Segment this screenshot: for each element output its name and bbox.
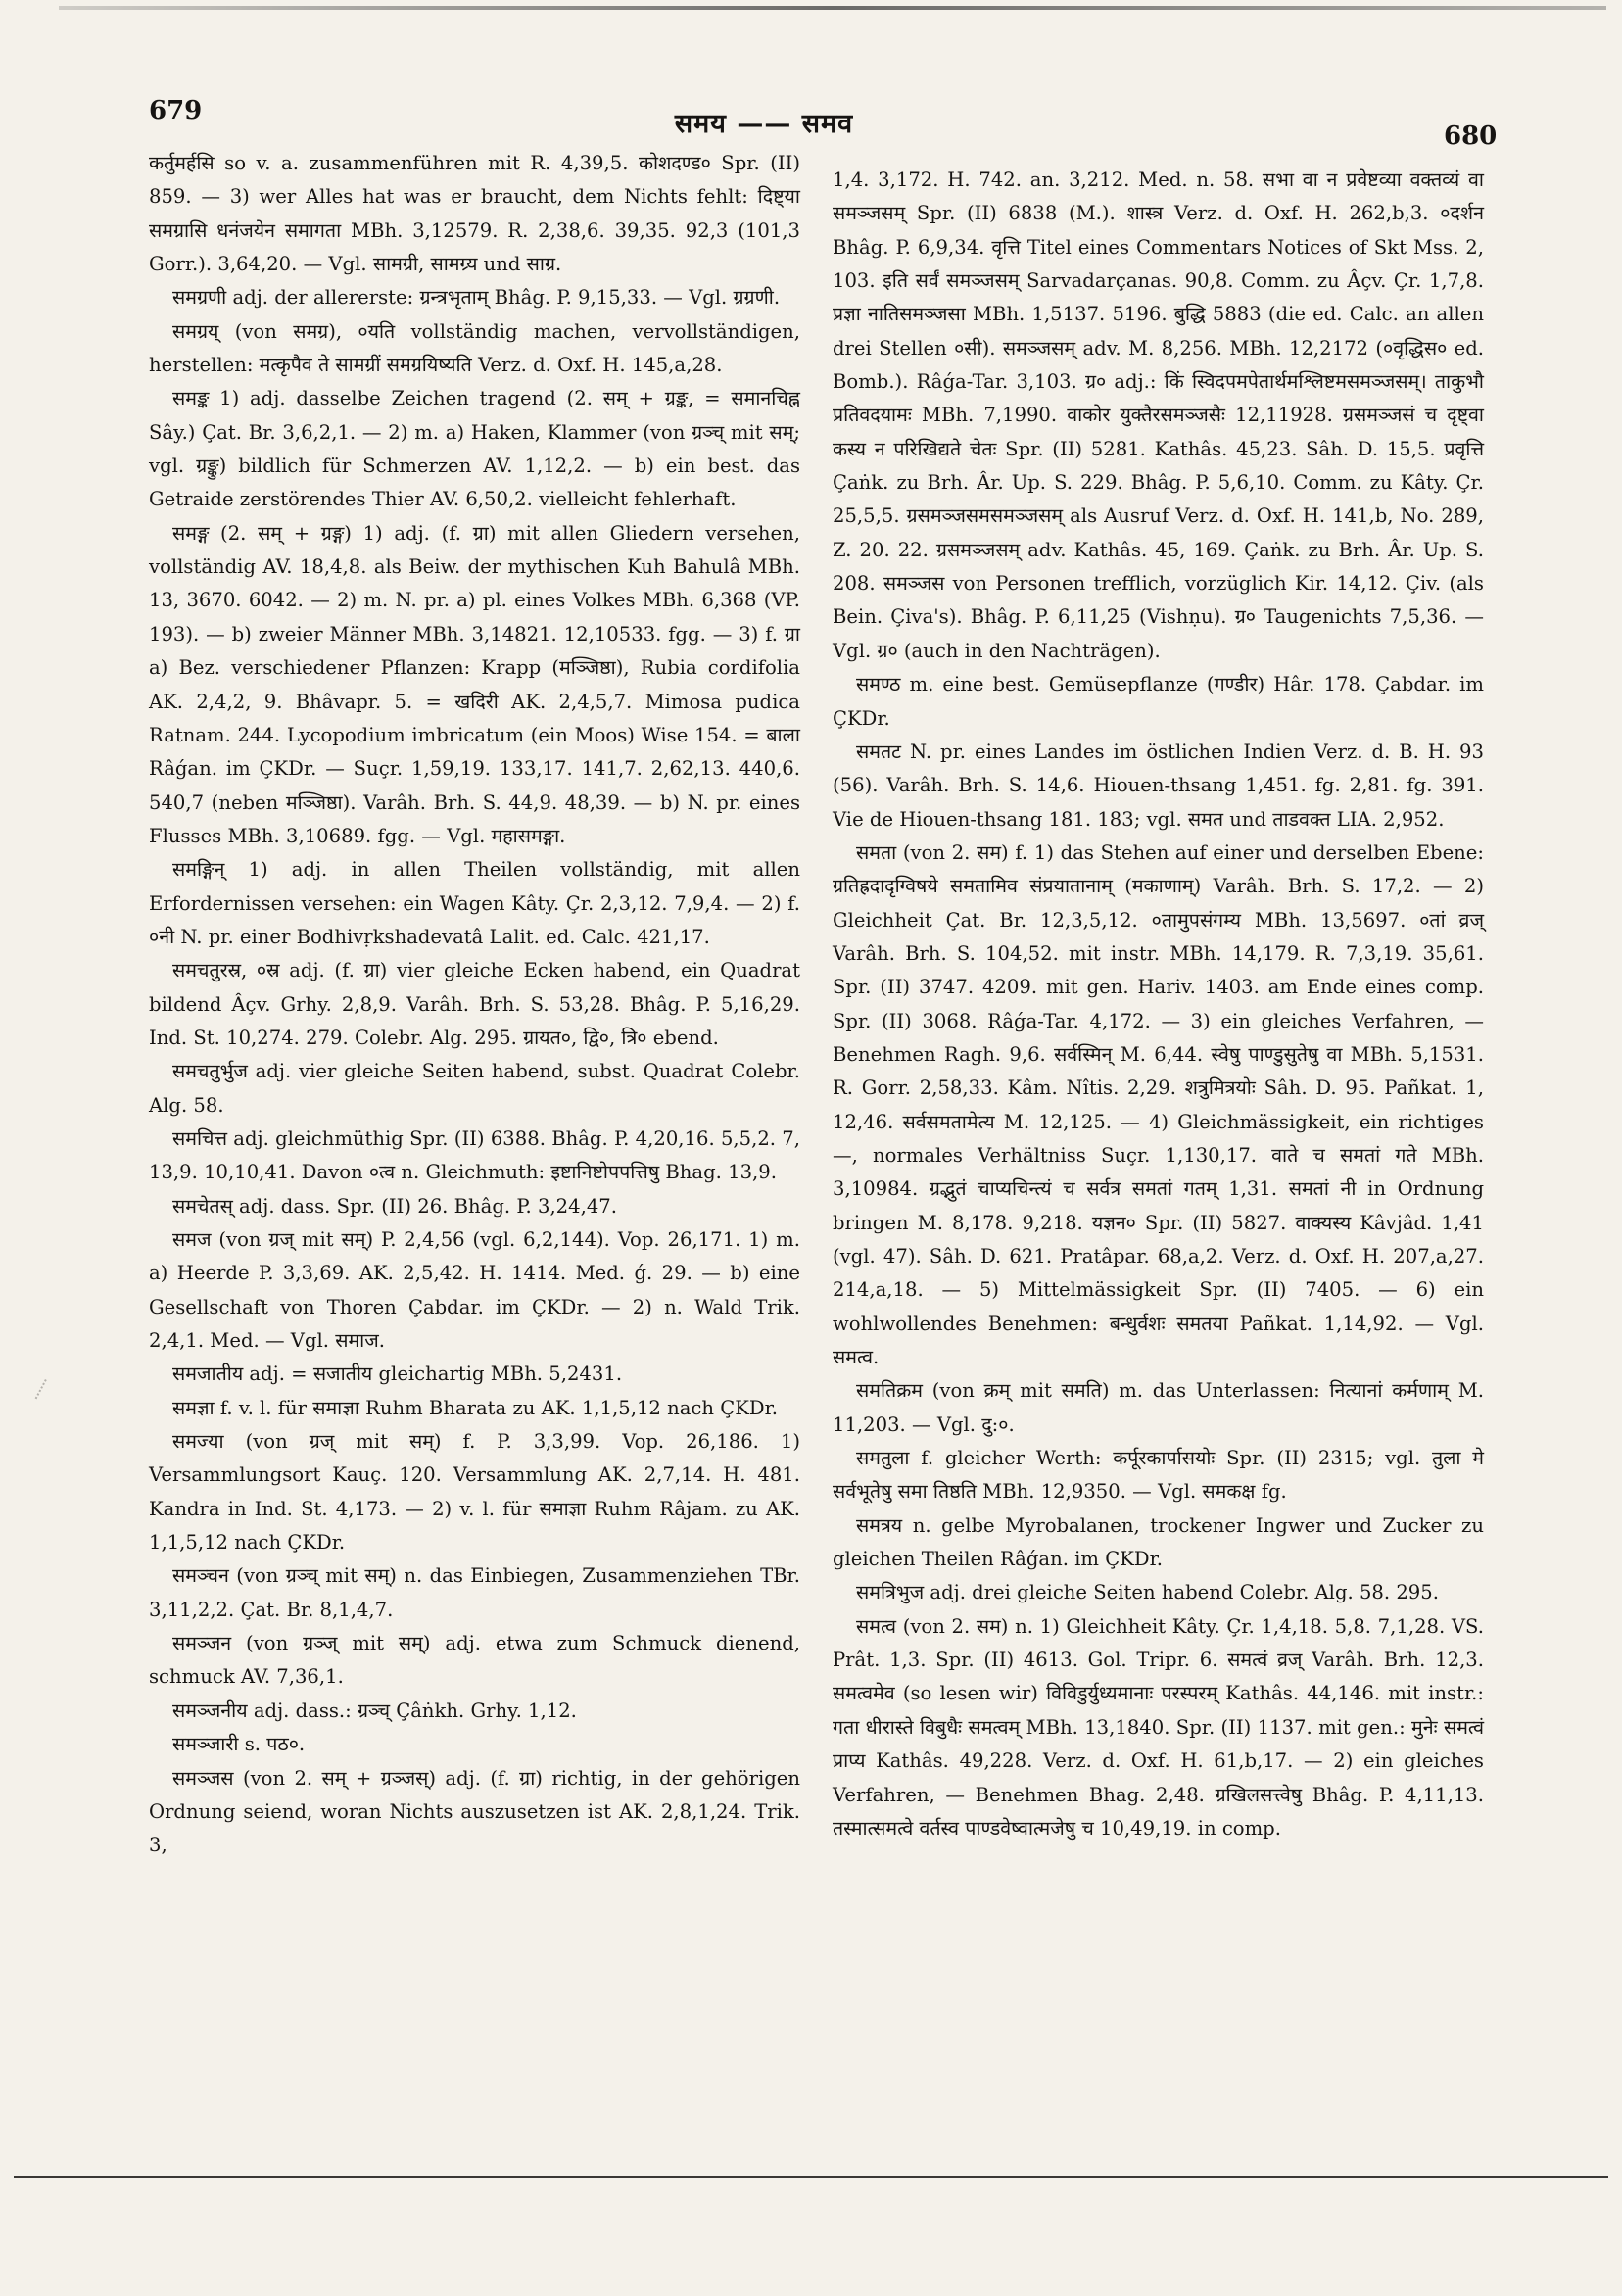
entry-paragraph: समण्ठ m. eine best. Gemüsepflanze (गण्डीर) Hâr. 178. Çabdar. im ÇKDr. bbox=[833, 673, 1484, 730]
entry-paragraph: समता (von 2. सम) f. 1) das Stehen auf einer und derselben Ebene: ग्रतिह्रदादृग्विषये समतामिव संप्रयातानाम् (मकाणाम्) Varâh. Brh. S. 17,2. — 2) Gleichheit Çat. Br. 12,3,5,12. ०तामुपसंगम्य MBh. 13,5697. ०तां व्रज् Varâh. Brh. S. 104,52. mit instr. MBh. 14,179. R. 7,3,19. 35,61. Spr. (II) 3747. 4209. mit gen. Hariv. 1403. am Ende eines comp. Spr. (II) 3068. Râǵa-Tar. 4,172. — 3) ein gleiches Verfahren, — Benehmen Ragh. 9,6. सर्वस्मिन् M. 6,44. स्वेषु पाण्डुसुतेषु वा MBh. 5,1531. R. Gorr. 2,58,33. Kâm. Nîtis. 2,29. शत्रुमित्रयोः Sâh. D. 95. Pañkat. 1, 12,46. सर्वसमतामेत्य M. 12,125. — 4) Gleichmässigkeit, ein richtiges —, normales Verhältniss Suçr. 1,130,17. वाते च समतां गते MBh. 3,10984. ग्रद्भुतं चाप्यचिन्त्यं च सर्वत्र समतां गतम् 1,31. समतां नी in Ordnung bringen M. 8,178. 9,218. यज्ञन० Spr. (II) 5827. वाक्यस्य Kâvjâd. 1,41 (vgl. 47). Sâh. D. 621. Pratâpar. 68,a,2. Verz. d. Oxf. H. 207,a,27. 214,a,18. — 5) Mittelmässigkeit Spr. (II) 7405. — 6) ein wohlwollendes Benehmen: बन्धुर्वशः समतया Pañkat. 1,14,92. — Vgl. समत्व. bbox=[833, 840, 1484, 1369]
entry-paragraph: समत्व (von 2. सम) n. 1) Gleichheit Kâty. Çr. 1,4,18. 5,8. 7,1,28. VS. Prât. 1,3. Spr. (II) 4613. Gol. Tripr. 6. समत्वं व्रज् Varâh. Brh. 12,3. समत्वमेव (so lesen wir) विविडुर्युध्यमानाः परस्परम् Kathâs. 44,146. mit instr.: गता धीरास्ते विबुधैः समत्वम् MBh. 13,1840. Spr. (II) 1137. mit gen.: मुनेः समत्वं प्राप्य Kathâs. 49,228. Verz. d. Oxf. H. 61,b,17. — 2) ein gleiches Verfahren, — Benehmen Bhag. 2,48. ग्रखिलसत्त्वेषु Bhâg. P. 4,11,13. तस्मात्समत्वे वर्तस्व पाण्डवेष्वात्मजेषु च 10,49,19. in comp. bbox=[833, 1614, 1484, 1840]
entry-paragraph: समङ्ग (2. सम् + ग्रङ्ग) 1) adj. (f. ग्रा) mit allen Gliedern versehen, vollständig AV. 18,4,8. als Beiw. der mythischen Kuh Bahulâ MBh. 13, 3670. 6042. — 2) m. N. pr. a) pl. eines Volkes MBh. 6,368 (VP. 193). — b) zweier Männer MBh. 3,14821. 12,10533. fgg. — 3) f. ग्रा a) Bez. verschiedener Pflanzen: Krapp (मञ्जिष्ठा), Rubia cordifolia AK. 2,4,2, 9. Bhâvapr. 5. = खदिरी AK. 2,4,5,7. Mimosa pudica Ratnam. 244. Lycopodium imbricatum (ein Moos) Wise 154. = बाला Râǵan. im ÇKDr. — Suçr. 1,59,19. 133,17. 141,7. 2,62,13. 440,6. 540,7 (neben मञ्जिष्ठा). Varâh. Brh. S. 44,9. 48,39. — b) N. pr. eines Flusses MBh. 3,10689. fgg. — Vgl. महासमङ्गा. bbox=[149, 521, 800, 847]
entry-paragraph: समज (von ग्रज् mit सम्) P. 2,4,56 (vgl. 6,2,144). Vop. 26,171. 1) m. a) Heerde P. 3,3,69. AK. 2,5,42. H. 1414. Med. ǵ. 29. — b) eine Gesellschaft von Thoren Çabdar. im ÇKDr. — 2) n. Wald Trik. 2,4,1. Med. — Vgl. समाज. bbox=[149, 1228, 800, 1353]
entry-paragraph: समग्रय् (von समग्र), ०यति vollständig machen, vervollständigen, herstellen: मत्कृपैव ते सामग्रीं समग्रयिष्यति Verz. d. Oxf. H. 145,a,28. bbox=[149, 319, 800, 377]
entry-paragraph: समत्रय n. gelbe Myrobalanen, trockener Ingwer und Zucker zu gleichen Theilen Râǵan. im ÇKDr. bbox=[833, 1513, 1484, 1571]
entry-paragraph: समञ्जारी s. पठ०. bbox=[172, 1733, 306, 1756]
entry-paragraph: समग्रणी adj. der allererste: ग्रन्त्रभृताम् Bhâg. P. 9,15,33. — Vgl. ग्रग्रणी. bbox=[172, 286, 781, 310]
entry-paragraph: समतिक्रम (von क्रम् mit समति) m. das Unterlassen: नित्यानां कर्मणाम् M. 11,203. — Vgl. दु:०. bbox=[833, 1379, 1484, 1436]
entry-paragraph: समञ्जस (von 2. सम् + ग्रञ्जस्) adj. (f. ग्रा) richtig, in der gehörigen Ordnung seiend, woran Nichts auszusetzen ist AK. 2,8,1,24. Trik. 3, bbox=[149, 1766, 800, 1857]
entry-paragraph: समञ्चन (von ग्रञ्च् mit सम्) n. das Einbiegen, Zusammenziehen TBr. 3,11,2,2. Çat. Br. 8,1,4,7. bbox=[149, 1564, 800, 1621]
entry-paragraph: समचतुर्भुज adj. vier gleiche Seiten habend, subst. Quadrat Colebr. Alg. 58. bbox=[149, 1060, 800, 1117]
page-number-left: 679 bbox=[149, 96, 203, 125]
entry-paragraph: समचित्त adj. gleichmüthig Spr. (II) 6388. Bhâg. P. 4,20,16. 5,5,2. 7, 13,9. 10,10,41. Davon ०त्व n. Gleichmuth: इष्टानिष्टोपपत्तिषु Bhag. 13,9. bbox=[149, 1126, 800, 1184]
entry-paragraph: समतुला f. gleicher Werth: कर्पूरकार्पासयोः Spr. (II) 2315; vgl. तुला मे सर्वभूतेषु समा तिष्ठति MBh. 12,9350. — Vgl. समकक्ष fg. bbox=[833, 1447, 1484, 1504]
entry-paragraph: समत्रिभुज adj. drei gleiche Seiten habend Colebr. Alg. 58. 295. bbox=[856, 1581, 1439, 1604]
bottom-edge-rule bbox=[14, 2176, 1608, 2178]
entry-paragraph: समङ्गिन् 1) adj. in allen Theilen vollständig, mit allen Erfordernissen versehen: ein Wagen Kâty. Çr. 2,3,12. 7,9,4. — 2) f. ०नी N. pr. einer Bodhivṛkshadevatâ Lalit. ed. Calc. 421,17. bbox=[149, 858, 800, 948]
entry-paragraph: समज्या (von ग्रज् mit सम्) f. P. 3,3,99. Vop. 26,186. 1) Versammlungsort Kauç. 120. Versammlung AK. 2,7,14. H. 481. Kandra in Ind. St. 4,173. — 2) v. l. für समाज्ञा Ruhm Râjam. zu AK. 1,1,5,12 nach ÇKDr. bbox=[149, 1430, 800, 1555]
left-column bbox=[149, 147, 800, 1863]
entry-paragraph: समञ्जन (von ग्रञ्ज् mit सम्) adj. etwa zum Schmuck dienend, schmuck AV. 7,36,1. bbox=[149, 1632, 800, 1689]
top-edge-rule bbox=[59, 6, 1606, 10]
margin-smudge bbox=[35, 1379, 58, 1405]
running-head: समय —— समव bbox=[674, 109, 854, 139]
page-number-right: 680 bbox=[1444, 121, 1498, 151]
entry-paragraph: 1,4. 3,172. H. 742. an. 3,212. Med. n. 58. सभा वा न प्रवेष्टव्या वक्तव्यं वा समञ्जसम् Spr. (II) 6838 (M.). शास्त्र Verz. d. Oxf. H. 262,b,3. ०दर्शन Bhâg. P. 6,9,34. वृत्ति Titel eines Commentars Notices of Skt Mss. 2, 103. इति सर्वं समञ्जसम् Sarvadarçanas. 90,8. Comm. zu Âçv. Çr. 1,7,8. प्रज्ञा नातिसमञ्जसा MBh. 1,5137. 5196. बुद्धि 5883 (die ed. Calc. an allen drei Stellen ०सी). समञ्जसम् adv. M. 8,256. MBh. 12,2172 (०वृद्धिस० ed. Bomb.). Râǵa-Tar. 3,103. ग्र० adj.: किं स्विदपमपेतार्थमश्लिष्टमसमञ्जसम्। ताकुभौ प्रतिवदयामः MBh. 7,1990. वाकोर युक्तैरसमञ्जसैः 12,11928. ग्रसमञ्जसं च दृष्ट्वा कस्य न परिखिद्यते चेतः Spr. (II) 5281. Kathâs. 45,23. Sâh. D. 15,5. प्रवृत्ति Çaṅk. zu Brh. Âr. Up. S. 229. Bhâg. P. 5,6,10. Comm. zu Kâty. Çr. 25,5,5. ग्रसमञ्जसमसमञ्जसम् als Ausruf Verz. d. Oxf. H. 141,b, No. 289, Z. 20. 22. ग्रसमञ्जसम् adv. Kathâs. 45, 169. Çaṅk. zu Brh. Âr. Up. S. 208. समञ्जस von Personen trefflich, vorzüglich Kir. 14,12. Çiv. (als Bein. Çiva's). Bhâg. P. 6,11,25 (Vishṇu). ग्र० Taugenichts 7,5,36. — Vgl. ग्र० (auch in den Nachträgen). bbox=[833, 168, 1484, 662]
entry-paragraph: समचेतस् adj. dass. Spr. (II) 26. Bhâg. P. 3,24,47. bbox=[172, 1194, 617, 1218]
entry-paragraph: समचतुरस्र, ०स्र adj. (f. ग्रा) vier gleiche Ecken habend, ein Quadrat bildend Âçv. Grhy. 2,8,9. Varâh. Brh. S. 53,28. Bhâg. P. 5,16,29. Ind. St. 10,274. 279. Colebr. Alg. 295. ग्रायत०, द्वि०, त्रि० ebend. bbox=[149, 959, 800, 1049]
entry-paragraph: कर्तुमर्हसि so v. a. zusammenführen mit R. 4,39,5. कोशदण्ड० Spr. (II) 859. — 3) wer Alles hat was er braucht, dem Nichts fehlt: दिष्ट्या समग्रासि धनंजयेन समागता MBh. 3,12579. R. 2,38,6. 39,35. 92,3 (101,3 Gorr.). 3,64,20. — Vgl. सामग्री, सामग्र्य und साग्र. bbox=[149, 152, 800, 276]
entry-paragraph: समज्ञा f. v. l. für समाज्ञा Ruhm Bharata zu AK. 1,1,5,12 nach ÇKDr. bbox=[172, 1396, 779, 1419]
entry-paragraph: समङ्क 1) adj. dasselbe Zeichen tragend (2. सम् + ग्रङ्क, = समानचिह्न Sây.) Çat. Br. 3,6,2,1. — 2) m. a) Haken, Klammer (von ग्रञ्च् mit सम्; vgl. ग्रङ्कु) bildlich für Schmerzen AV. 1,12,2. — b) ein best. das Getraide zerstörendes Thier AV. 6,50,2. vielleicht fehlerhaft. bbox=[149, 387, 800, 511]
entry-paragraph: समञ्जनीय adj. dass.: ग्रञ्च् Çâṅkh. Grhy. 1,12. bbox=[172, 1698, 577, 1722]
entry-paragraph: समजातीय adj. = सजातीय gleichartig MBh. 5,2431. bbox=[172, 1363, 623, 1386]
right-column bbox=[833, 164, 1484, 1845]
entry-paragraph: समतट N. pr. eines Landes im östlichen Indien Verz. d. B. H. 93 (56). Varâh. Brh. S. 14,6. Hiouen-thsang 1,451. fg. 2,81. fg. 391. Vie de Hiouen-thsang 181. 183; vgl. समत und ताडवक्त LIA. 2,952. bbox=[833, 740, 1484, 831]
